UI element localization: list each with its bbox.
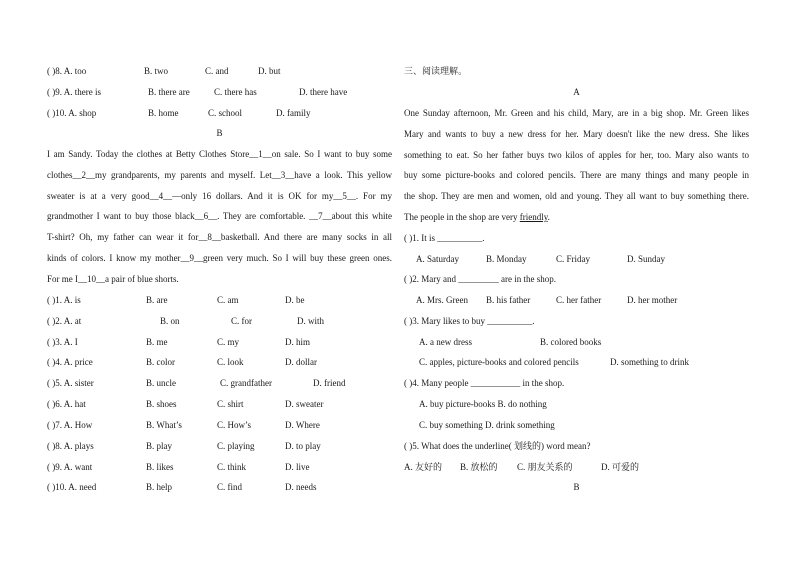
passage-line: Mary and wants to buy a new dress for her. Mary doesn't like the new dress. She likes bbox=[404, 128, 749, 139]
question-number: ( )4. A. price bbox=[47, 357, 93, 367]
passage-line: I am Sandy. Today the clothes at Betty Clothes Store__1__on sale. So I want to buy some bbox=[47, 149, 392, 159]
question-number: ( )1. A. is bbox=[47, 295, 81, 305]
question-number: ( )10. A. need bbox=[47, 482, 97, 492]
option-b: B. on bbox=[160, 316, 180, 326]
question-number: ( )10. A. shop bbox=[47, 108, 97, 118]
passage-line: sweater is at a very good__4__—only 16 dollars. And it is OK for my__5__. For my bbox=[47, 190, 392, 201]
passage-line: buy some picture-books and colored pencils. There are many things and many people in bbox=[404, 170, 749, 181]
question-number: ( )6. A. hat bbox=[47, 399, 86, 409]
option-d: D. be bbox=[285, 295, 305, 305]
question-3: ( )3. Mary likes to buy __________. bbox=[404, 316, 535, 326]
option-c: C. look bbox=[217, 357, 244, 367]
option-c: C. 朋友关系的 bbox=[517, 462, 573, 472]
option-b: B. two bbox=[144, 66, 169, 76]
option-d: D. friend bbox=[313, 378, 346, 388]
option-c: C. and bbox=[205, 66, 229, 76]
question-2: ( )2. Mary and _________ are in the shop. bbox=[404, 274, 556, 284]
section-heading: 三、阅读理解。 bbox=[404, 66, 468, 76]
option-c: C. her father bbox=[556, 295, 602, 305]
option-d: D. to play bbox=[285, 441, 321, 451]
passage-line: One Sunday afternoon, Mr. Green and his child, Mary, are in a big shop. Mr. Green likes bbox=[404, 108, 749, 118]
option-b: B. colored books bbox=[540, 337, 602, 347]
underlined-word: friendly bbox=[519, 211, 548, 222]
option-c: C. shirt bbox=[217, 399, 244, 409]
passage-line: clothes__2__my grandparents, my parents and myself. Let__3__have a look. This yellow bbox=[47, 169, 392, 180]
question-4: ( )4. Many people ___________ in the shop. bbox=[404, 378, 565, 388]
question-5: ( )5. What does the underline( 划线的) word mean? bbox=[404, 441, 591, 451]
option-d: D. him bbox=[285, 337, 311, 347]
option-d: D. there have bbox=[299, 87, 348, 97]
question-number: ( )7. A. How bbox=[47, 420, 93, 430]
option-d: D. Sunday bbox=[627, 254, 665, 264]
option-d: D. dollar bbox=[285, 357, 317, 367]
option-c: C. there has bbox=[214, 87, 257, 97]
option-c: C. grandfather bbox=[220, 378, 272, 388]
option-c: C. find bbox=[217, 482, 243, 492]
option-b: B. shoes bbox=[146, 399, 177, 409]
option-d: D. but bbox=[258, 66, 281, 76]
option-c: C. my bbox=[217, 337, 240, 347]
option-d: D. her mother bbox=[627, 295, 678, 305]
option-a: A. Saturday bbox=[416, 254, 459, 264]
option-b: B. there are bbox=[148, 87, 190, 97]
passage-line: For me I__10__a pair of blue shorts. bbox=[47, 273, 179, 284]
section-b-title: B bbox=[573, 482, 580, 492]
passage-line: grandmother I want to buy those black__6__. They are comfortable. __7__about this white bbox=[47, 211, 392, 222]
option-c: C. school bbox=[208, 108, 243, 118]
option-b: B. play bbox=[146, 441, 172, 451]
option-d: D. something to drink bbox=[610, 357, 689, 367]
option-d: D. live bbox=[285, 462, 310, 472]
option-b: B. are bbox=[146, 295, 168, 305]
option-b: B. Monday bbox=[486, 254, 527, 264]
question-number: ( )8. A. plays bbox=[47, 441, 94, 451]
question-number: ( )3. A. I bbox=[47, 337, 78, 347]
option-b: B. color bbox=[146, 357, 175, 367]
section-a-title: A bbox=[573, 87, 580, 97]
option-c: C. Friday bbox=[556, 254, 591, 264]
option-d: D. 可爱的 bbox=[601, 462, 639, 472]
passage-line: the shop. They are men and women, old and young. They all want to buy something there. bbox=[404, 191, 749, 202]
option-b: B. What’s bbox=[146, 420, 182, 430]
option-a: A. 友好的 bbox=[404, 462, 442, 472]
option-a: A. a new dress bbox=[419, 337, 472, 347]
passage-text: The people in the shop are very bbox=[404, 211, 520, 222]
question-number: ( )5. A. sister bbox=[47, 378, 94, 388]
passage-line: T-shirt? Oh, my father can wear it for__8__basketball. And there are many socks in all bbox=[47, 232, 392, 243]
passage-line: kinds of colors. I know my mother__9__green very much. So I will buy these green ones. bbox=[47, 252, 392, 263]
question-number: ( )8. A. too bbox=[47, 66, 87, 76]
option-b: B. help bbox=[146, 482, 172, 492]
question-number: ( )2. A. at bbox=[47, 316, 82, 326]
option-d: D. family bbox=[276, 108, 311, 118]
option-c: C. think bbox=[217, 462, 247, 472]
cloze-passage bbox=[47, 149, 392, 295]
option-d: D. Where bbox=[285, 420, 320, 430]
option-c: C. for bbox=[231, 316, 252, 326]
passage-line: something to eat. So her father buys two kilos of apples for her, too. Mary also wants to bbox=[404, 149, 749, 160]
option-b: B. me bbox=[146, 337, 168, 347]
question-1: ( )1. It is __________. bbox=[404, 233, 485, 243]
option-b: B. likes bbox=[146, 462, 174, 472]
option-c: C. How’s bbox=[217, 420, 252, 430]
option-b: B. home bbox=[148, 108, 179, 118]
option-a: A. Mrs. Green bbox=[416, 295, 468, 305]
option-b: B. his father bbox=[486, 295, 531, 305]
option-c: C. playing bbox=[217, 441, 255, 451]
option-c: C. apples, picture-books and colored pencils bbox=[419, 357, 579, 367]
option-b: B. uncle bbox=[146, 378, 176, 388]
option-d: D. sweater bbox=[285, 399, 324, 409]
option-c: C. am bbox=[217, 295, 239, 305]
question-4-options: C. buy something D. drink something bbox=[419, 420, 555, 430]
passage-text: . bbox=[547, 211, 550, 222]
question-number: ( )9. A. want bbox=[47, 462, 93, 472]
passage-line bbox=[404, 212, 749, 233]
question-4-options: A. buy picture-books B. do nothing bbox=[419, 399, 547, 409]
option-b: B. 放松的 bbox=[460, 462, 498, 472]
question-number: ( )9. A. there is bbox=[47, 87, 101, 97]
section-b-title: B bbox=[216, 128, 223, 138]
reading-passage bbox=[404, 108, 749, 233]
option-d: D. needs bbox=[285, 482, 317, 492]
option-d: D. with bbox=[297, 316, 324, 326]
